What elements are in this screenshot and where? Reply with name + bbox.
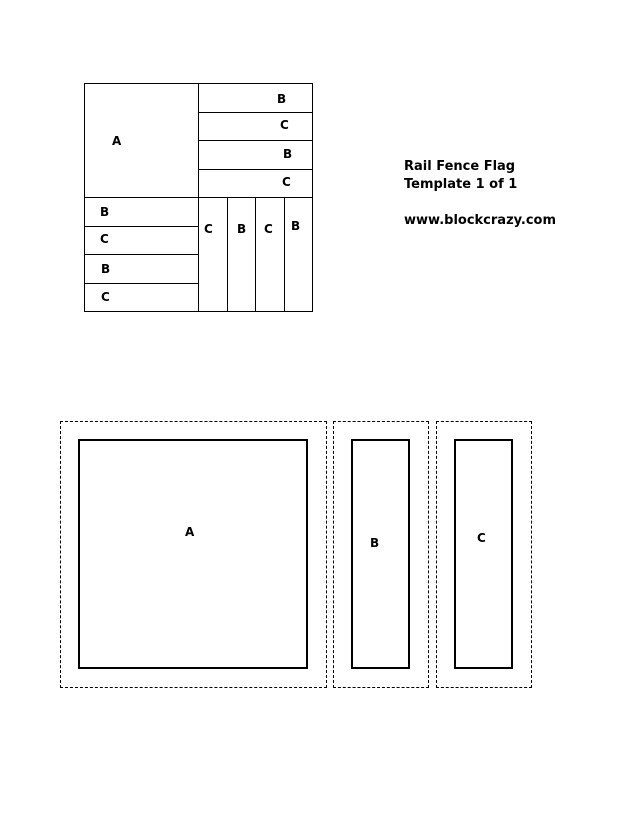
pattern-title: Rail Fence Flag <box>404 159 516 174</box>
left-strip-label: C <box>101 290 110 304</box>
block-diagram-lines <box>84 83 313 312</box>
template-c-label: C <box>477 531 486 545</box>
template-a-cut-outline <box>78 439 308 669</box>
block-diagram <box>84 83 313 312</box>
left-strip-label: C <box>100 232 109 246</box>
template-b-cut-outline <box>351 439 410 669</box>
template-c-cut-outline <box>454 439 513 669</box>
vertical-strip-label: C <box>264 222 273 236</box>
vertical-strip-label: B <box>237 222 247 236</box>
left-strip-label: B <box>100 205 110 219</box>
vertical-strip-label: B <box>291 219 301 233</box>
template-b-label: B <box>370 536 380 550</box>
right-strip-label: C <box>280 118 289 132</box>
website-link[interactable]: www.blockcrazy.com <box>404 213 557 228</box>
left-strip-label: B <box>101 262 111 276</box>
template-a-label: A <box>185 525 195 539</box>
right-strip-label: C <box>282 175 291 189</box>
right-strip-label: B <box>277 92 287 106</box>
template-count: Template 1 of 1 <box>404 177 518 192</box>
right-strip-label: B <box>283 147 293 161</box>
piece-a-label: A <box>112 134 122 148</box>
vertical-strip-label: C <box>204 222 213 236</box>
